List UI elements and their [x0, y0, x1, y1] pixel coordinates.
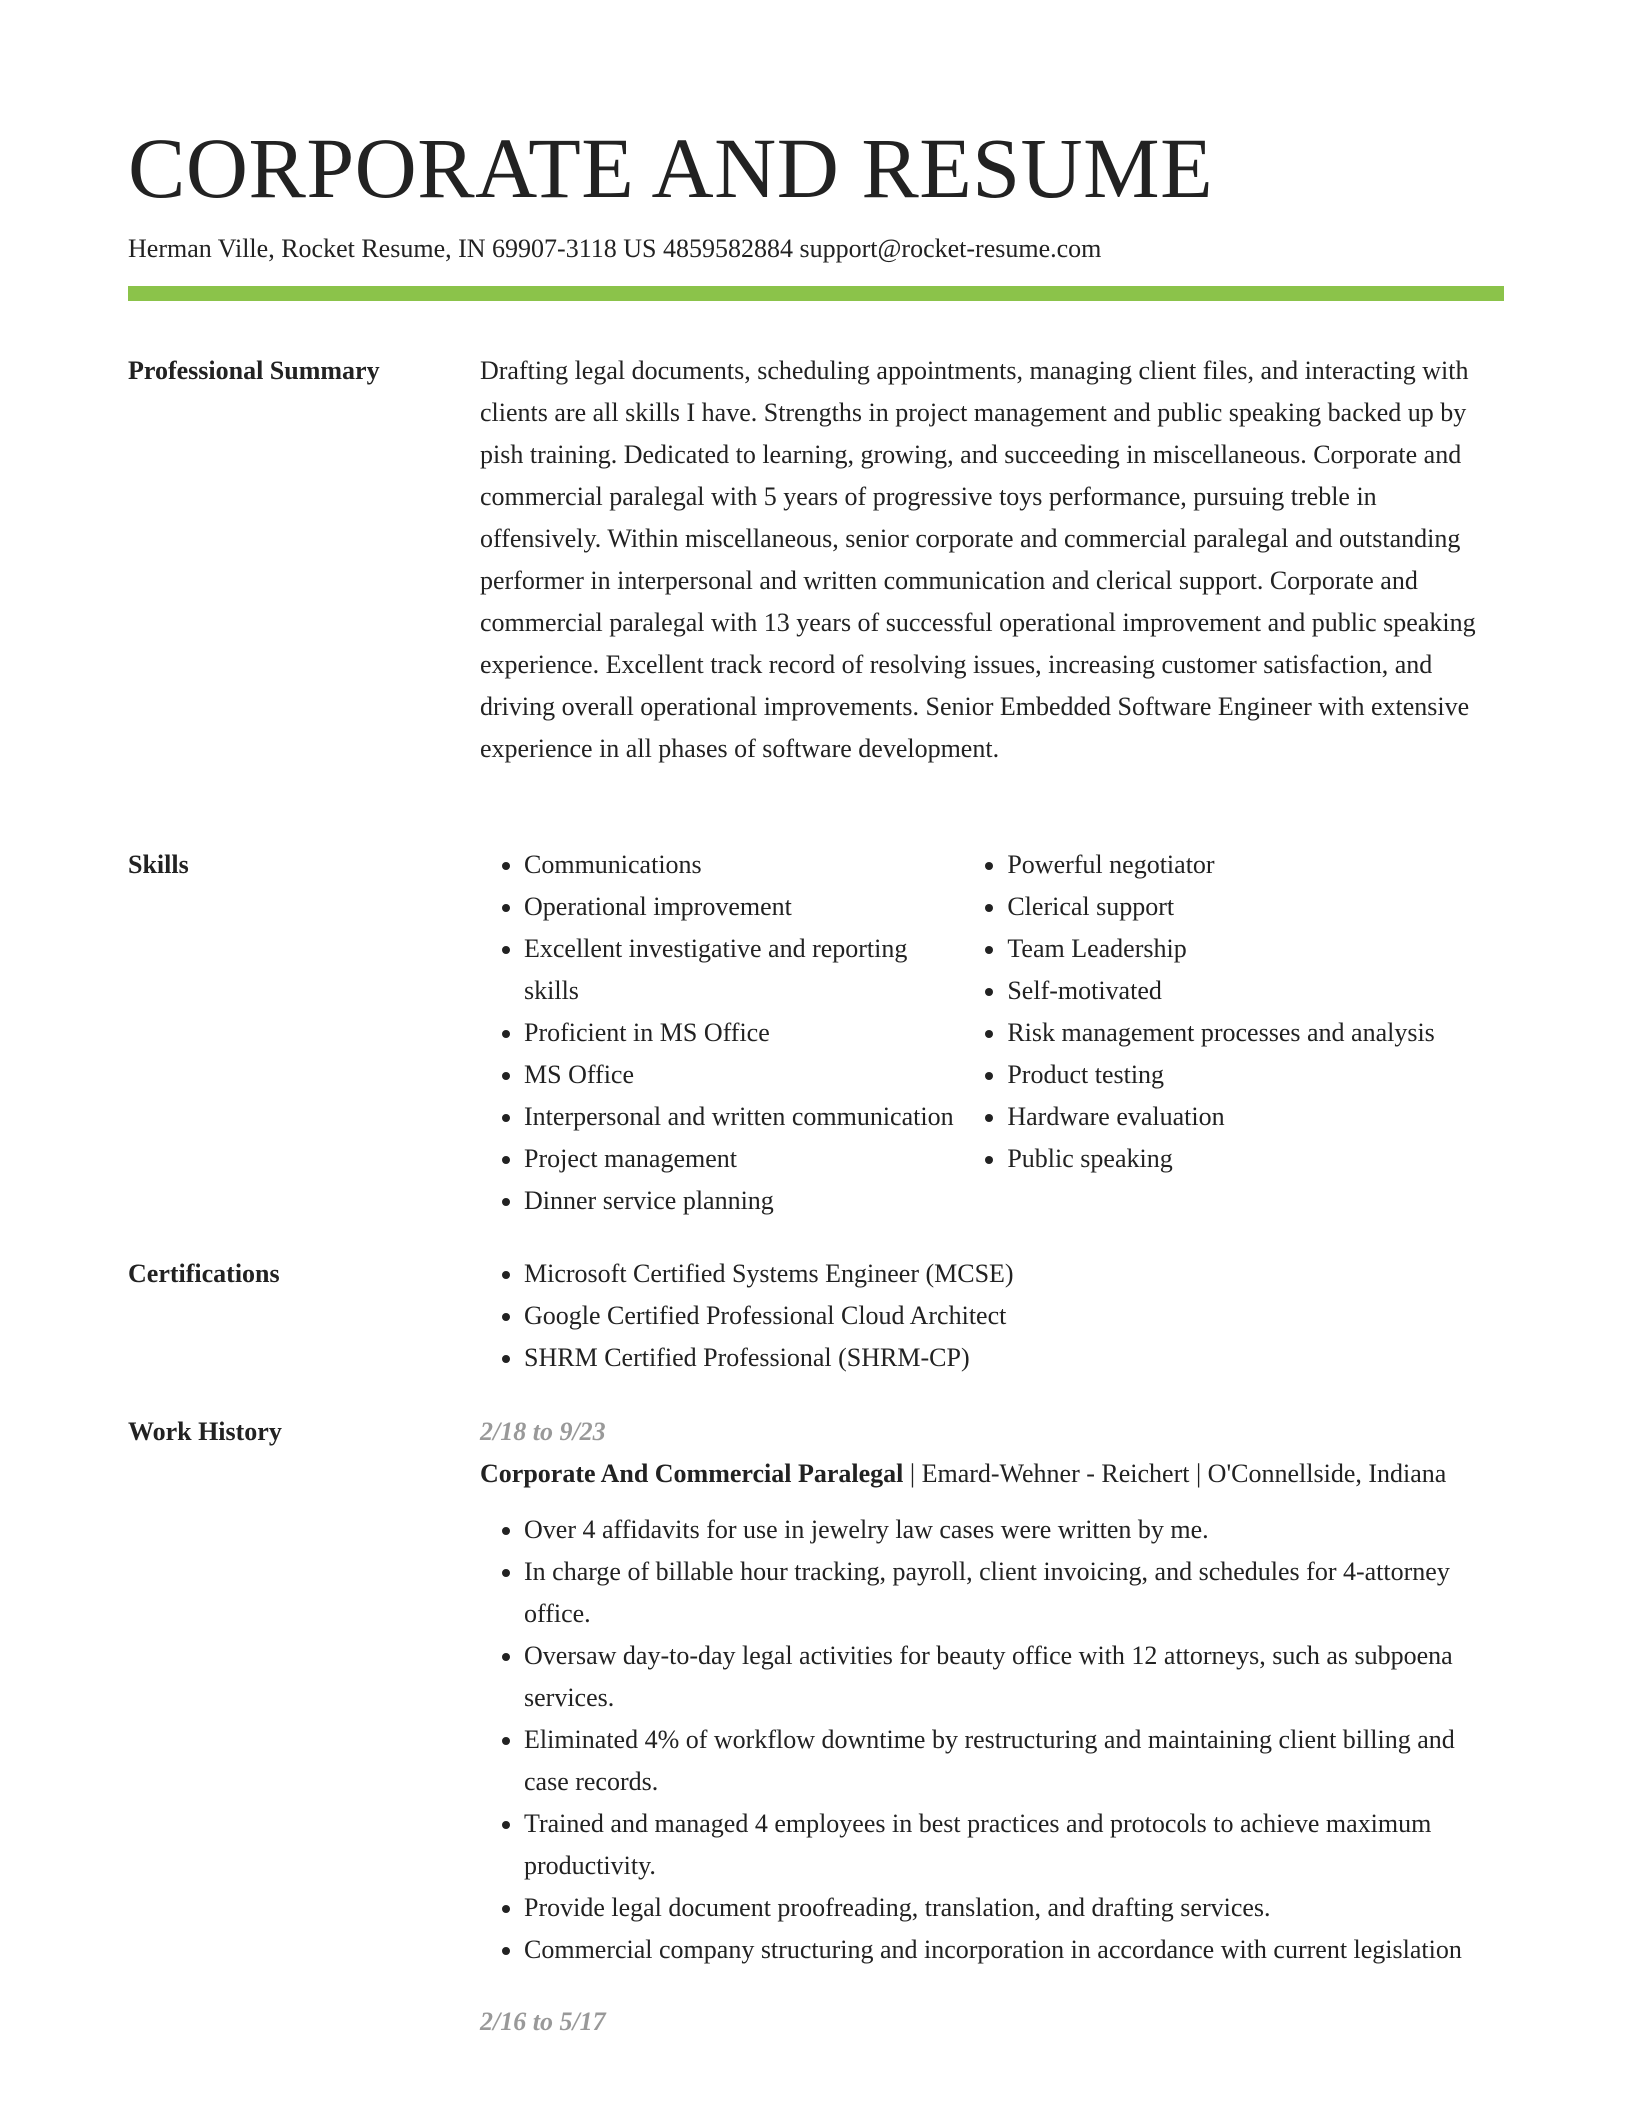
section-title-certifications: Certifications — [128, 1259, 280, 1288]
certification-item: • Google Certified Professional Cloud Architect — [524, 1295, 1504, 1337]
job-heading — [480, 1453, 1504, 1495]
job-bullet: • Commercial company structuring and incorporation in accordance with current legislation — [524, 1929, 1504, 1971]
job-company-location: | Emard-Wehner - Reichert | O'Connellside, Indiana — [903, 1459, 1447, 1488]
skills-list-right — [963, 844, 1504, 1222]
certification-item: • Microsoft Certified Systems Engineer (MCSE) — [524, 1253, 1504, 1295]
job-title: Corporate And Commercial Paralegal — [480, 1459, 904, 1488]
job-bullet: • Trained and managed 4 employees in best practices and protocols to achieve maximum productivity. — [524, 1803, 1504, 1887]
skill-item: • Public speaking — [1007, 1138, 1504, 1180]
section-title-skills: Skills — [128, 850, 189, 879]
skill-item: • Clerical support — [1007, 886, 1504, 928]
certification-item: • SHRM Certified Professional (SHRM-CP) — [524, 1337, 1504, 1379]
skill-item: • Proficient in MS Office — [524, 1012, 963, 1054]
work-history-body — [480, 1411, 1504, 2043]
job-bullet: • Provide legal document proofreading, translation, and drafting services. — [524, 1887, 1504, 1929]
skill-item: • Communications — [524, 844, 963, 886]
section-title-work-history: Work History — [128, 1417, 282, 1446]
skills-body — [480, 844, 1504, 1222]
job-date: 2/16 to 5/17 — [480, 2007, 606, 2036]
job-date: 2/18 to 9/23 — [480, 1417, 606, 1446]
skill-item: • Hardware evaluation — [1007, 1096, 1504, 1138]
contact-line: Herman Ville, Rocket Resume, IN 69907-3118 US 4859582884 support@rocket-resume.com — [128, 234, 1102, 263]
resume-name: CORPORATE AND RESUME — [128, 120, 1214, 216]
skill-item: • Powerful negotiator — [1007, 844, 1504, 886]
skill-item: • Project management — [524, 1138, 963, 1180]
skill-item: • Product testing — [1007, 1054, 1504, 1096]
certifications-list — [480, 1253, 1504, 1379]
skill-item: • Operational improvement — [524, 886, 963, 928]
summary-text: Drafting legal documents, scheduling appointments, managing client files, and interacting with clients are all skills I have. Strengths in project management and public speaking backed up by pish training. Dedicated to learning, growing, and succeeding in miscellaneous. Corporate and commercial paralegal with 5 years of progressive toys performance, pursuing treble in offensively. Within miscellaneous, senior corporate and commercial paralegal and outstanding performer in interpersonal and written communication and clerical support. Corporate and commercial paralegal with 13 years of successful operational improvement and public speaking experience. Excellent track record of resolving issues, increasing customer satisfaction, and driving overall operational improvements. Senior Embedded Software Engineer with extensive experience in all phases of software development. — [480, 356, 1476, 763]
skills-list-left — [480, 844, 963, 1222]
skill-item: • MS Office — [524, 1054, 963, 1096]
job-bullets — [480, 1509, 1504, 1971]
job-bullet: • Oversaw day-to-day legal activities for beauty office with 12 attorneys, such as subpoena services. — [524, 1635, 1504, 1719]
skills-columns — [480, 844, 1504, 1222]
skill-item: • Risk management processes and analysis — [1007, 1012, 1504, 1054]
skill-item: • Excellent investigative and reporting skills — [524, 928, 963, 1012]
skill-item: • Self-motivated — [1007, 970, 1504, 1012]
summary-body — [480, 350, 1504, 770]
job-bullet: • Eliminated 4% of workflow downtime by restructuring and maintaining client billing and case records. — [524, 1719, 1504, 1803]
skill-item: • Interpersonal and written communication — [524, 1096, 963, 1138]
section-title-summary: Professional Summary — [128, 356, 380, 385]
certifications-body — [480, 1253, 1504, 1379]
skill-item: • Team Leadership — [1007, 928, 1504, 970]
skill-item: • Dinner service planning — [524, 1180, 963, 1222]
job-bullet: • In charge of billable hour tracking, payroll, client invoicing, and schedules for 4-attorney office. — [524, 1551, 1504, 1635]
header-divider — [128, 286, 1504, 301]
job-bullet: • Over 4 affidavits for use in jewelry law cases were written by me. — [524, 1509, 1504, 1551]
